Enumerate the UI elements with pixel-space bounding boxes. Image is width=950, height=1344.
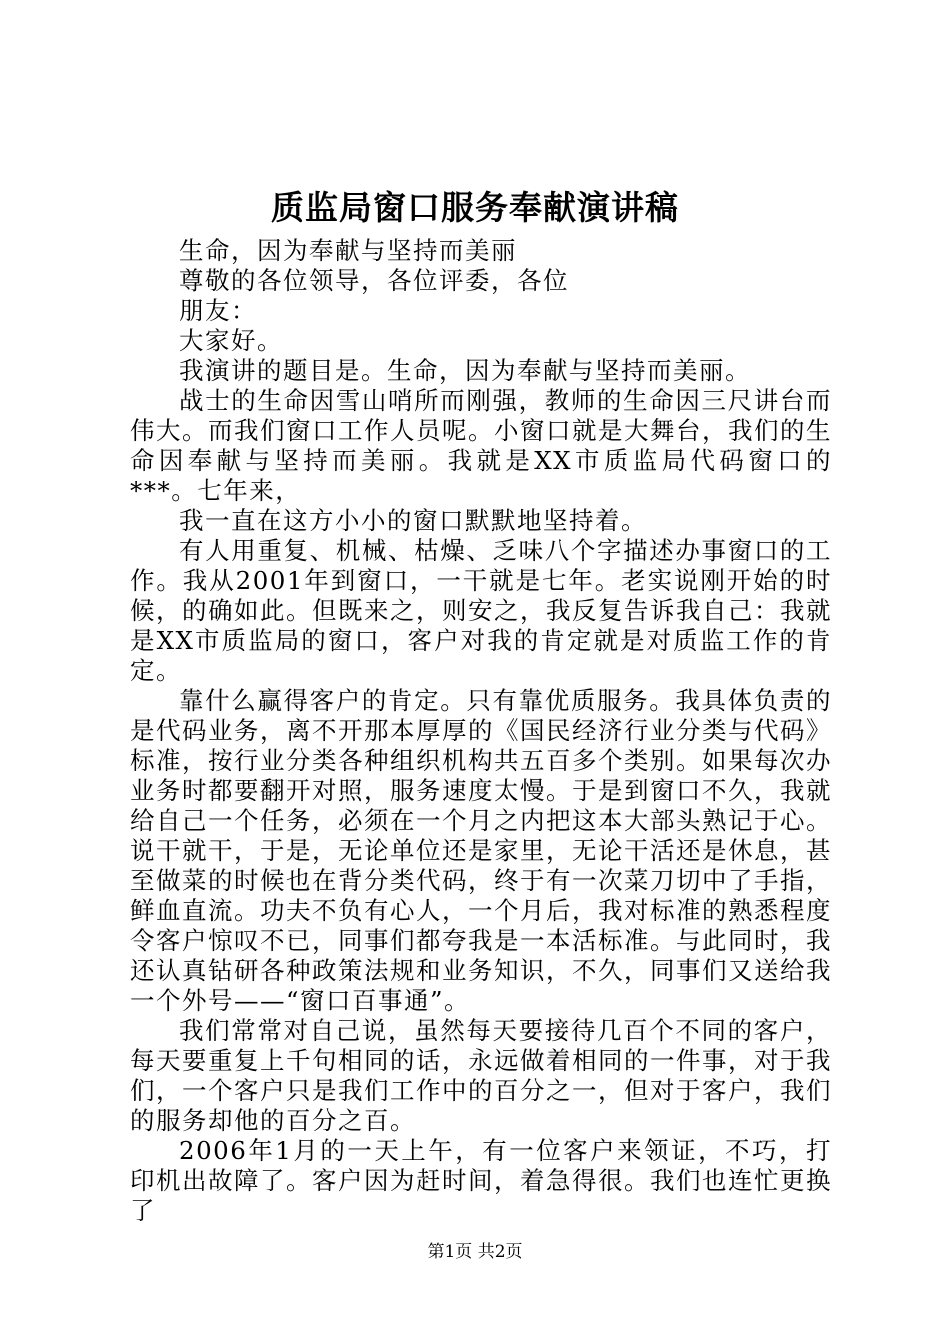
paragraph: 生命，因为奉献与坚持而美丽 <box>179 236 517 265</box>
paragraph: 我演讲的题目是。生命，因为奉献与坚持而美丽。 <box>179 356 751 385</box>
paragraph: 靠什么赢得客户的肯定。只有靠优质服务。我具体负责的是代码业务，离不开那本厚厚的《国民经济行业分类与代码》标准，按行业分类各种组织机构共五百多个类别。如果每次办业务时都要翻开对照，服务速度太慢。于是到窗口不久，我就给自己一个任务，必须在一个月之内把这本大部头熟记于心。说干就干，于是，无论单位还是家里，无论干活还是休息，甚至做菜的时候也在背分类代码，终于有一次菜刀切中了手指，鲜血直流。功夫不负有心人，一个月后，我对标准的熟悉程度令客户惊叹不已，同事们都夸我是一本活标准。与此同时，我还认真钻研各种政策法规和业务知识，不久，同事们又送给我一个外号——“窗口百事通”。 <box>130 686 832 1015</box>
page-title: 质监局窗口服务奉献演讲稿 <box>271 188 679 227</box>
paragraph: 战士的生命因雪山哨所而刚强，教师的生命因三尺讲台而伟大。而我们窗口工作人员呢。小窗口就是大舞台，我们的生命因奉献与坚持而美丽。我就是XX市质监局代码窗口的***。七年来， <box>130 386 832 505</box>
paragraph: 我们常常对自己说，虽然每天要接待几百个不同的客户，每天要重复上千句相同的话，永远做着相同的一件事，对于我们，一个客户只是我们工作中的百分之一，但对于客户，我们的服务却他的百分之百。 <box>130 1016 832 1135</box>
paragraph: 大家好。 <box>179 326 283 355</box>
paragraph: 尊敬的各位领导，各位评委，各位 <box>179 266 569 295</box>
paragraph: 我一直在这方小小的窗口默默地坚持着。 <box>179 506 647 535</box>
paragraph: 2006年1月的一天上午，有一位客户来领证，不巧，打印机出故障了。客户因为赶时间，着急得很。我们也连忙更换了 <box>130 1136 832 1225</box>
paragraph: 朋友： <box>179 296 257 325</box>
document-body <box>130 236 832 1226</box>
paragraph: 有人用重复、机械、枯燥、乏味八个字描述办事窗口的工作。我从2001年到窗口，一干就是七年。老实说刚开始的时候，的确如此。但既来之，则安之，我反复告诉我自己：我就是XX市质监局的窗口，客户对我的肯定就是对质监工作的肯定。 <box>130 536 832 685</box>
page-footer: 第1页 共2页 <box>427 1242 523 1262</box>
